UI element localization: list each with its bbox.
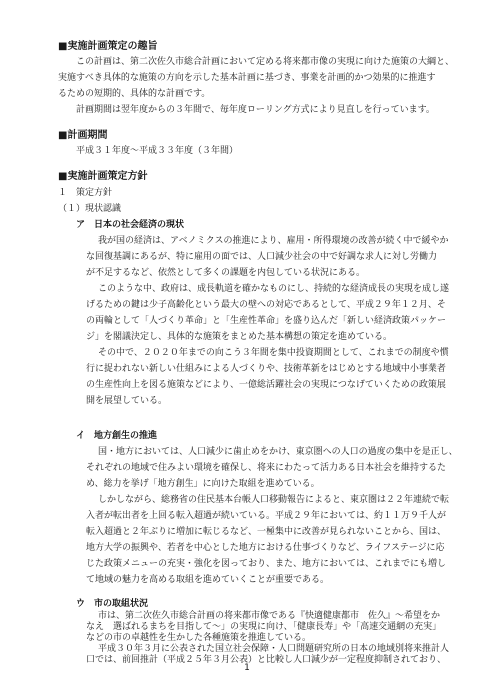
paragraph-line: 我が国の経済は、アベノミクスの推進により、雇用・所得環境の改善が続く中で緩やか <box>98 236 449 246</box>
paragraph-line: 転入超過と２年ぶりに増加に転じるなど、一極集中に改善が見られないことから、国は、 <box>86 527 447 537</box>
section-heading-policy: ■実施計画策定方針 <box>58 171 148 182</box>
paragraph-line: 実施すべき具体的な施策の方向を示した基本計画に基づき、事業を計画的かつ効果的に推進す <box>58 73 436 83</box>
paragraph-line: 入者が転出者を上回る転入超過が続いている。平成２９年においては、約１１万９千人が <box>86 511 447 521</box>
policy-item-1-1: （１）現状認識 <box>58 204 122 214</box>
subsection-title-i: イ 地方創生の推進 <box>76 431 158 441</box>
subsection-title-u: ウ 市の取組状況 <box>76 599 149 609</box>
paragraph-line: て地域の魅力を高める取組を進めていくことが重要である。 <box>86 575 330 585</box>
paragraph-line: るための短期的、具体的な計画です。 <box>58 89 211 99</box>
paragraph-line: このような中、政府は、成長軌道を確かなものにし、持続的な経済成長の実現を成し遂 <box>98 284 450 294</box>
subsection-title-a: ア 日本の社会経済の現状 <box>76 220 185 230</box>
page-number: 1 <box>244 663 250 673</box>
paragraph-line: 国・地方においては、人口減少に歯止めをかけ、東京圏への人口の過度の集中を是正し、 <box>98 447 458 457</box>
paragraph-line: その中で、２０２０年までの向こう３年間を集中投資期間として、これまでの制度や慣 <box>98 348 449 358</box>
paragraph-line: 地方大学の振興や、若者を中心とした地方における仕事づくりなど、ライフステージに応 <box>86 543 445 553</box>
policy-item-1: １ 策定方針 <box>58 188 113 198</box>
paragraph-line: 市は、第二次佐久市総合計画の将来都市像である『快適健康都市 佐久』～希望をか <box>98 611 441 621</box>
paragraph-line: なえ 選ばれるまちを目指して～」の実現に向け、「健康長寿」や「高速交通網の充実」 <box>86 622 442 632</box>
paragraph-line: 行に捉われない新しい仕組みによる人づくりや、技術革新をはじめとする地域中小事業者 <box>86 364 446 374</box>
paragraph-line: 口では、前回推計（平成２５年３月公表）と比較し人口減少が一定程度抑制されており、 <box>86 655 447 665</box>
paragraph-line: それぞれの地域で住みよい環境を確保し、将来にわたって活力ある日本社会を維持するた <box>86 463 447 473</box>
paragraph-line: 開を展望している。 <box>86 396 168 406</box>
paragraph-line: じた政策メニューの充実・強化を図っており、また、地方においては、これまでにも増し <box>86 559 447 569</box>
section-heading-period: ■計画期間 <box>58 130 108 141</box>
paragraph-line: などの市の卓越性を生かした各種施策を推進している。 <box>86 633 312 643</box>
paragraph-line: ジ」を閣議決定し、具体的な施策をまとめた基本構想の策定を進めている。 <box>86 332 393 342</box>
paragraph-line: の両輪として「人づくり革命」と「生産性革命」を盛り込んだ「新しい経済政策パッケー <box>86 316 447 326</box>
paragraph-line: しかしながら、総務省の住民基本台帳人口移動報告によると、東京圏は２２年連続で転 <box>98 495 450 505</box>
paragraph-line: 計画期間は翌年度からの３年間で、毎年度ローリング方式により見直しを行っています。 <box>76 105 435 115</box>
paragraph-line: の生産性向上を図る施策などにより、一億総活躍社会の実現につなげていくための政策展 <box>86 380 446 390</box>
paragraph-line: な回復基調にあるが、特に雇用の面では、人口減少社会の中で好調な求人に対し労働力 <box>86 252 438 262</box>
paragraph-line: が不足するなど、依然として多くの課題を内包している状況にある。 <box>86 268 366 278</box>
period-text: 平成３１年度～平成３３年度（３年間） <box>76 146 239 156</box>
paragraph-line: 平成３０年３月に公表された国立社会保障・人口問題研究所の日本の地域別将来推計人 <box>98 644 450 654</box>
paragraph-line: げるための鍵は少子高齢化という最大の壁への対応であるとして、平成２９年１２月、そ <box>86 300 446 310</box>
section-heading-purpose: ■実施計画策定の趣旨 <box>58 41 158 52</box>
paragraph-line: この計画は、第二次佐久市総合計画において定める将来都市像の実現に向けた施策の大綱と、 <box>76 57 455 67</box>
paragraph-line: め、総力を挙げ「地方創生」に向けた取組を進めている。 <box>86 479 320 489</box>
